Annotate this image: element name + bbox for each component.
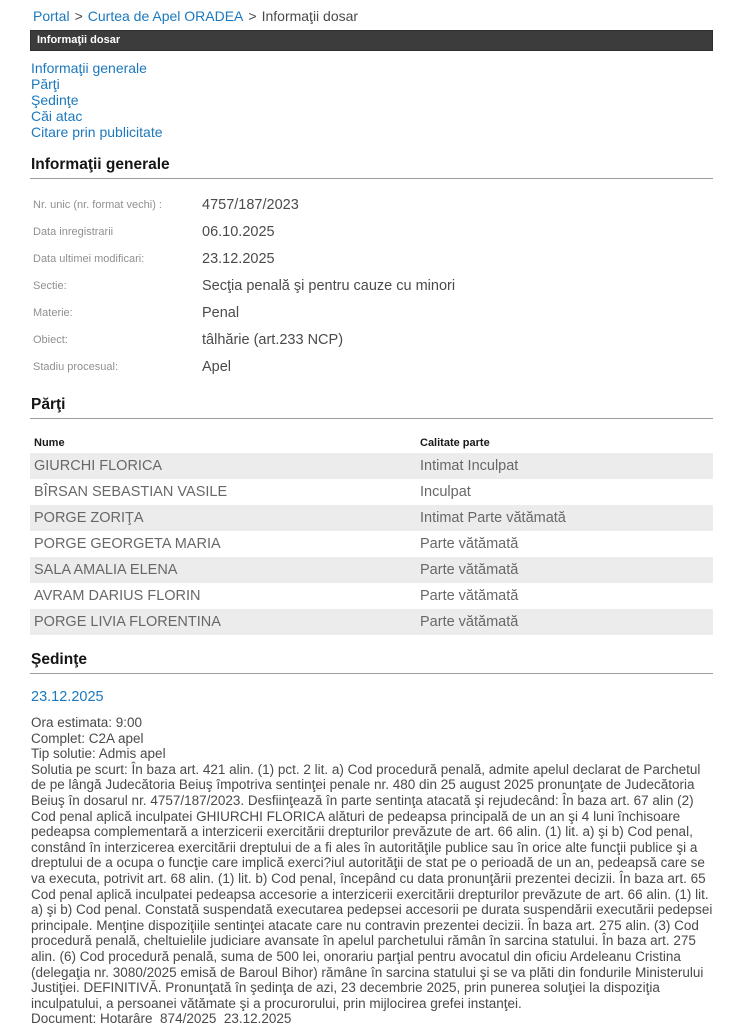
parties-header-row (30, 433, 713, 453)
table-row (30, 505, 713, 531)
field-row-data-inregistrarii (30, 218, 713, 245)
party-role: Intimat Parte vătămată (420, 510, 566, 526)
field-label: Data ultimei modificari: (33, 252, 145, 265)
table-row (30, 453, 713, 479)
party-role: Parte vătămată (420, 588, 519, 604)
field-label: Stadiu procesual: (33, 360, 118, 373)
general-info-heading: Informaţii generale (30, 156, 713, 179)
party-name: PORGE ZORIŢA (34, 510, 144, 526)
field-row-obiect (30, 326, 713, 353)
field-row-materie (30, 299, 713, 326)
hearing-panel: Complet: C2A apel (31, 730, 144, 746)
nav-link-parti[interactable]: Părţi (31, 76, 60, 92)
parties-table (30, 433, 713, 635)
table-row (30, 609, 713, 635)
nav-link-informatii-generale[interactable]: Informaţii generale (31, 60, 147, 76)
field-label: Obiect: (33, 333, 68, 346)
field-value: Secţia penală şi pentru cauze cu minori (202, 277, 456, 294)
breadcrumb-current: Informaţii dosar (261, 8, 359, 24)
hearing-details (30, 715, 713, 1027)
field-value: tâlhărie (art.233 NCP) (202, 331, 344, 348)
breadcrumb-separator: > (248, 8, 257, 24)
field-value: Apel (202, 358, 232, 375)
hearing-date-link[interactable]: 23.12.2025 (31, 689, 104, 705)
field-value: 23.12.2025 (202, 250, 275, 267)
field-label: Data inregistrarii (33, 225, 114, 238)
hearing-document-line: Document: Hotarâre 874/2025 23.12.2025 (31, 1011, 292, 1027)
field-value: 06.10.2025 (202, 223, 275, 240)
hearing-solution-type: Tip solutie: Admis apel (31, 746, 166, 762)
in-page-nav (30, 60, 713, 140)
nav-link-citare-publicitate[interactable]: Citare prin publicitate (31, 124, 163, 140)
title-bar-label: Informaţii dosar (37, 34, 121, 46)
party-role: Parte vătămată (420, 562, 519, 578)
parties-heading: Părţi (30, 396, 713, 419)
field-label: Materie: (33, 306, 73, 319)
column-header-calitate: Calitate parte (420, 437, 490, 449)
field-label: Sectie: (33, 279, 67, 292)
party-name: PORGE LIVIA FLORENTINA (34, 614, 221, 630)
table-row (30, 557, 713, 583)
hearings-heading: Şedinţe (30, 651, 713, 674)
table-row (30, 583, 713, 609)
breadcrumb-separator: > (74, 8, 83, 24)
party-role: Parte vătămată (420, 536, 519, 552)
general-info-fields (30, 191, 713, 380)
party-name: SALA AMALIA ELENA (34, 562, 178, 578)
field-value: 4757/187/2023 (202, 196, 299, 213)
breadcrumb-link-portal[interactable]: Portal (33, 8, 70, 24)
column-header-nume: Nume (34, 437, 65, 449)
field-label: Nr. unic (nr. format vechi) : (33, 198, 162, 211)
case-details-page (30, 0, 713, 1027)
section-title-bar (30, 30, 713, 51)
table-row (30, 479, 713, 505)
party-name: BÎRSAN SEBASTIAN VASILE (34, 484, 228, 500)
breadcrumb (30, 8, 713, 24)
party-role: Intimat Inculpat (420, 458, 519, 474)
field-value: Penal (202, 304, 240, 321)
party-name: PORGE GEORGETA MARIA (34, 536, 221, 552)
hearing-time: Ora estimata: 9:00 (31, 715, 143, 730)
field-row-sectie (30, 272, 713, 299)
party-name: AVRAM DARIUS FLORIN (34, 588, 201, 604)
party-role: Inculpat (420, 484, 471, 500)
breadcrumb-link-court[interactable]: Curtea de Apel ORADEA (87, 8, 244, 24)
hearing-solution-summary: Solutia pe scurt: În baza art. 421 alin. (1) pct. 2 lit. a) Cod procedură penală, admite apelul declarat de Parchetul de pe lângă Judecătoria Beiuş împotriva sentinţei penale nr. 480 din 25 august 2025 pronunţate de Judecătoria Beiuş în dosarul nr. 4757/187/2023. Desfiinţează în parte sentinţa atacată şi rejudecând: În baza art. 67 alin (2) Cod penal aplică inculpatei GHIURCHI FLORICA alături de pedeapsa principală de un an şi 4 luni închisoare pedeapsa complementară a interzicerii exercitării drepturilor prevăzute de art. 66 alin. (1) lit. a) şi b) Cod penal, constând în interzicerea exercitării dreptului de a fi ales în autorităţile publice sau în orice alte funcţii publice şi a dreptului de a ocupa o funcţie care implică exerci?iul autorităţii de stat pe o perioadă de un an, pedeapsă care se va executa, potrivit art. 68 alin. (1) lit. b) Cod penal, începând cu data pronunţării prezentei decizii. În baza art. 65 Cod penal aplică inculpatei pedeapsa accesorie a interzicerii exercitării drepturilor prevăzute de art. 66 alin. (1) lit. a) şi b) Cod penal. Constată suspendată executarea pedepsei accesorii pe durata suspendării executării pedepsei principale. Menţine dispoziţiile sentinţei atacate care nu contravin prezentei decizii. În baza art. 275 alin. (3) Cod procedură penală, cheltuielile judiciare avansate în apelul parchetului rămân în sarcina statului. În baza art. 275 alin. (6) Cod procedură penală, suma de 500 lei, onorariu parţial pentru avocatul din oficiu Ardeleanu Cristina (delegaţia nr. 3080/2025 emisă de Baroul Bihor) rămâne în sarcina statului şi se va plăti din fondurile Ministerului Justiţiei. DEFINITIVĂ. Pronunţată în şedinţa de azi, 23 decembrie 2025, prin punerea soluţiei la dispoziţia inculpatului, a persoanei vătămate şi a procurorului, prin mijlocirea grefei instanţei. (31, 761, 713, 1011)
nav-link-cai-atac[interactable]: Căi atac (31, 108, 83, 124)
field-row-nr-unic (30, 191, 713, 218)
party-role: Parte vătămată (420, 614, 519, 630)
field-row-data-modificarii (30, 245, 713, 272)
table-row (30, 531, 713, 557)
field-row-stadiu (30, 353, 713, 380)
nav-link-sedinte[interactable]: Şedinţe (31, 92, 79, 108)
party-name: GIURCHI FLORICA (34, 458, 163, 474)
